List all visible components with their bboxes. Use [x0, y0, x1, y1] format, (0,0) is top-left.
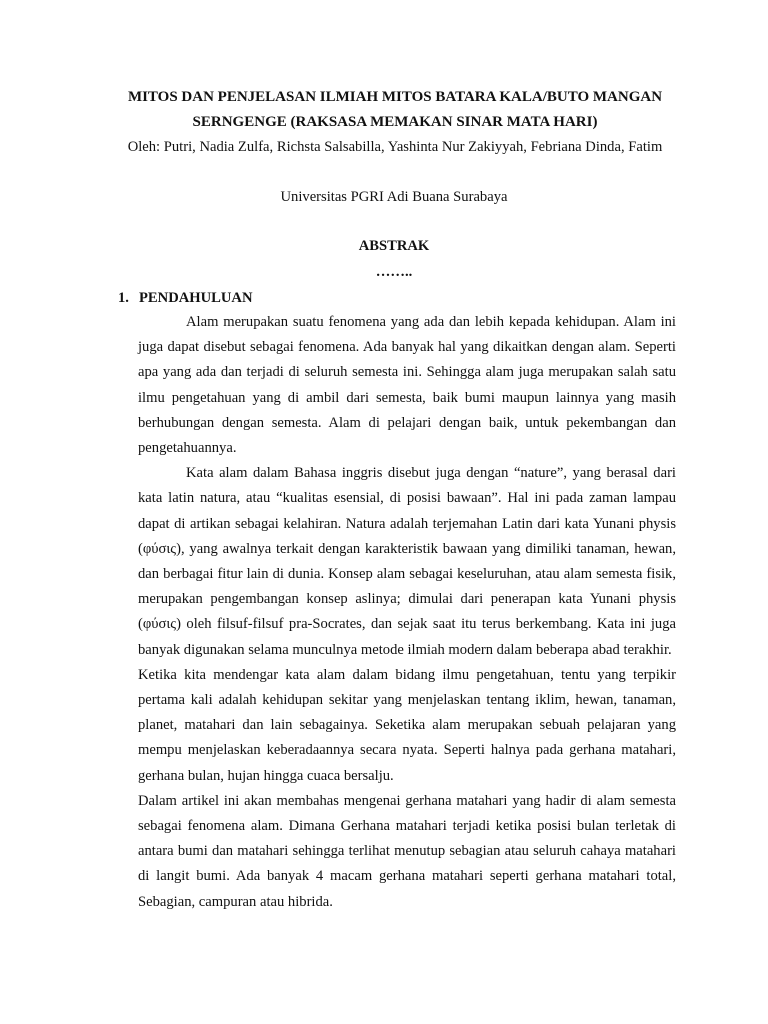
section-number: 1. — [118, 290, 129, 306]
paragraph: Ketika kita mendengar kata alam dalam bidang ilmu pengetahuan, tentu yang terpikir pertama kali adalah kehidupan sekitar yang menjelaskan tentang iklim, hewan, tanaman, planet, matahari dan lain sebagainya. Seketika alam merupakan sebuah pelajaran yang mempu menjelaskan keberadaannya secara nyata. Seperti halnya pada gerhana matahari, gerhana bulan, hujan hingga cuaca bersalju. — [138, 666, 676, 784]
abstract-body: …….. — [375, 264, 413, 280]
document-title: MITOS DAN PENJELASAN ILMIAH MITOS BATARA KALA/BUTO MANGAN SERNGENGE (RAKSASA MEMAKAN SINAR MATA HARI) — [127, 89, 663, 130]
paragraph: Alam merupakan suatu fenomena yang ada dan lebih kepada kehidupan. Alam ini juga dapat disebut sebagai fenomena. Ada banyak hal yang dikaitkan dengan alam. Seperti apa yang ada dan terjadi di seluruh semesta ini. Sehingga alam juga merupakan salah satu ilmu pengetahuan yang di ambil dari semesta, baik bumi maupun lainnya yang masih berhubungan dengan semesta. Alam di pelajari dengan baik, untuk pekembangan dan pengetahuannya. — [138, 314, 676, 457]
abstract-heading: ABSTRAK — [358, 238, 430, 254]
affiliation: Universitas PGRI Adi Buana Surabaya — [280, 189, 508, 205]
section-heading — [118, 286, 253, 310]
paragraph: Kata alam dalam Bahasa inggris disebut juga dengan “nature”, yang berasal dari kata latin natura, atau “kualitas esensial, di posisi bawaan”. Hal ini pada zaman lampau dapat di artikan sebagai kelahiran. Natura adalah terjemahan Latin dari kata Yunani physis (φύσις), yang awalnya terkait dengan karakteristik bawaan yang dimiliki tanaman, hewan, dan berbagai fitur lain di dunia. Konsep alam sebagai keseluruhan, atau alam semesta fisik, merupakan pengembangan konsep aslinya; dimulai dari penerapan kata Yunani physis (φύσις) oleh filsuf-filsuf pra-Socrates, dan sejak saat itu terus berkembang. Kata ini juga banyak digunakan selama munculnya metode ilmiah modern dalam beberapa abad terakhir. — [138, 465, 676, 658]
section-body — [138, 310, 676, 915]
author-list: Oleh: Putri, Nadia Zulfa, Richsta Salsabilla, Yashinta Nur Zakiyyah, Febriana Dinda, Fatim — [127, 139, 663, 155]
section-title: PENDAHULUAN — [139, 290, 253, 306]
paragraph: Dalam artikel ini akan membahas mengenai gerhana matahari yang hadir di alam semesta sebagai fenomena alam. Dimana Gerhana matahari terjadi ketika posisi bulan terletak di antara bumi dan matahari sehingga terlihat menutup sebagian atau seluruh cahaya matahari di langit bumi. Ada banyak 4 macam gerhana matahari seperti gerhana matahari total, Sebagian, campuran atau hibrida. — [138, 792, 676, 910]
